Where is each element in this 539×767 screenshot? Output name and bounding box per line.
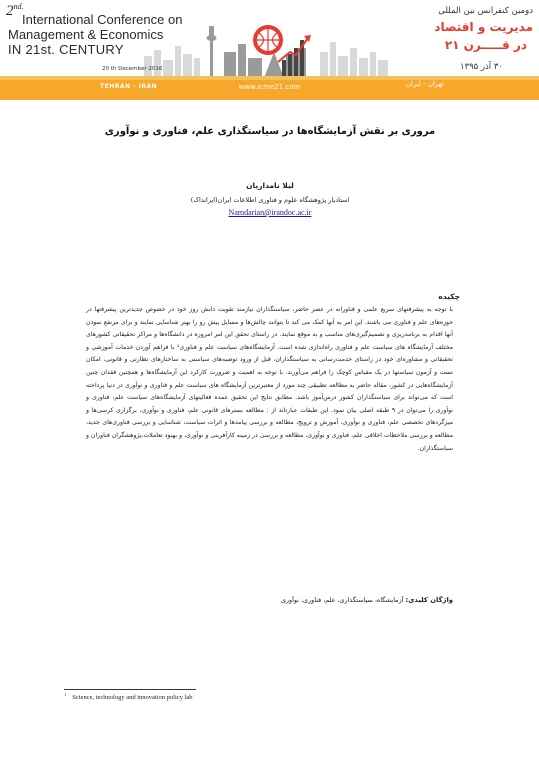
paper-title: مروری بر نقش آزمایشگاه‌ها در سیاستگذاری علم، فناوری و نوآوری — [104, 126, 436, 137]
keywords — [70, 596, 453, 604]
ordinal: $2^{nd.}$ — [6, 2, 24, 19]
conference-date-fa: ۳۰ آذر ۱۳۹۵ — [459, 62, 503, 72]
author-affiliation: استادیار پژوهشگاه علوم و فناوری اطلاعات ایران(ایرانداک) — [190, 196, 350, 204]
conference-url[interactable]: www.icme21.com — [238, 83, 301, 91]
footnote — [64, 692, 192, 701]
footnote-rule — [64, 689, 196, 690]
city-en: TEHRAN - IRAN — [100, 83, 158, 90]
keywords-list: آزمایشگاه، سیاستگذاری، علم، فناوری، نوآوری — [280, 596, 404, 604]
author-email[interactable]: Namdarian@irandoc.ac.ir — [228, 208, 312, 217]
title-line-3: IN 21st. CENTURY — [8, 42, 124, 57]
city-fa: تهران - ایران — [406, 80, 444, 88]
abstract-text: با توجه به پیشرفتهای سریع علمی و فناورانه در عصر حاضر، سیاستگذاران نیازمند تقویت دانش روز خود در خصوص جدیدترین پیشرفتها در حوزه‌های علم و فناوری می باشند. این امر به آنها کمک می کند تا بتوانند چالش‌ها و مسایل پیش رو را بهتر شناسایی نمایند و برای مرتفع نمودن آنها اقدام به برنامه‌ریزی و تصمیم‌گیری‌های مناسب و به موقع نمایند. در راستای تحقق این امر امروزه در دانشگاه‌ها و مراکز تحقیقاتی کشورهای مختلف آزمایشگاه های سیاست علم و فناوری راه‌اندازی شده است. آزمایشگاه‌های سیاست علم و فناوری¹ با فراهم آوردن خدمات آموزشی و تحقیقاتی و مشاوره‌ای خود در راستای خدمت‌رسانی به سیاستگذاران، قبل از ورود توصیه‌های سیاستی به ساختارهای نظارتی و قانونی، امکان تست و آزمون سیاستها در یک مقیاس کوچک را فراهم می‌آورند. با توجه به اهمیت و ضرورت کارکرد این آزمایشگاه‌ها و همچنین فقدان چنین آزمایشگاه‌هایی در کشور، مقاله حاضر به مطالعه تطبیقی چند مورد از معتبرترین آزمایشگاه های سیاست علم و فناوری و نوآوری در دنیا پرداخته است که می‌تواند برای سیاستگذاران کشور درس‌آموز باشد. مطابق نتایج این تحقیق عمده فعالیتهای آزمایشگاه‌های سیاست علم، فناوری و نوآوری را می‌توان در ۹ طبقه اصلی بیان نمود. این طبقات عبارتاند از : مطالعه بسترهای قانونی علم، فناوری و نوآوری، برگزاری کرسی‌ها و میزگردهای تخصصی علم، فناوری و نوآوری، آموزش و ترویج، مطالعه و بررسی پیامدها و اثرات سیاست، شناسایی و بررسی فناوری‌های جدید، مطالعه و بررسی ملاحظات اخلاقی علم، فناوری و نوآوری، مطالعه و بررسی در زمینه کارآفرینی و نوآوری، و بهبود تعاملات،پژوهشگران فناوران و سیاستگذاران. — [86, 306, 454, 452]
ordinal-fa: دومین کنفرانس بین المللی — [438, 6, 533, 16]
keywords-label: واژگان کلیدی: — [405, 596, 453, 604]
footnote-text: Science, technology and innovation policy lab — [72, 694, 193, 702]
title-fa-line-1: مدیریت و اقتصاد — [434, 20, 533, 34]
title-fa-line-2: در قـــــرن ۲۱ — [444, 38, 527, 52]
title-line-2: Management & Economics — [8, 27, 164, 42]
city-skyline-logo — [140, 22, 400, 78]
title-line-1: International Conference on — [22, 12, 183, 27]
conference-banner — [0, 0, 539, 100]
author-name: لیلا نامداریان — [246, 181, 294, 190]
footnote-mark: 1 — [64, 692, 67, 697]
conference-date-en: 20 th December 2016 — [102, 66, 163, 72]
abstract-heading: چکیده — [438, 292, 460, 301]
banner-stripe-highlight — [0, 76, 539, 80]
